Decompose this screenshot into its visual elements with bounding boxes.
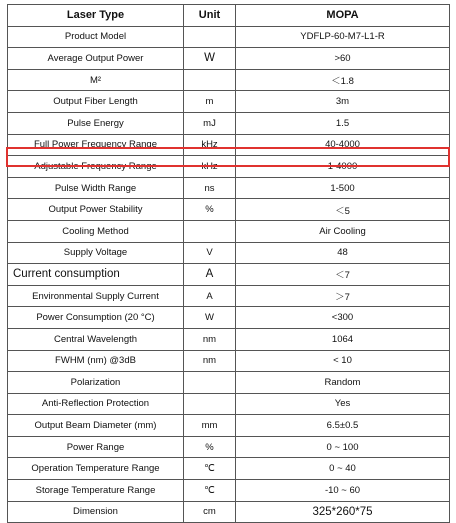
value-cell: 325*260*75 xyxy=(236,501,450,523)
unit-cell xyxy=(184,26,236,48)
table-row xyxy=(8,458,450,480)
value-cell: 0 ~ 100 xyxy=(236,436,450,458)
value-cell: 6.5±0.5 xyxy=(236,415,450,437)
table-row xyxy=(8,220,450,242)
unit-cell: ℃ xyxy=(184,458,236,480)
param-name-cell: Current consumption xyxy=(8,264,184,286)
unit-cell xyxy=(184,372,236,394)
value-cell: >60 xyxy=(236,48,450,70)
param-name-cell: Anti-Reflection Protection xyxy=(8,393,184,415)
param-name-cell: Pulse Energy xyxy=(8,112,184,134)
unit-cell: mJ xyxy=(184,112,236,134)
value-cell: 48 xyxy=(236,242,450,264)
unit-cell: ns xyxy=(184,177,236,199)
param-name-cell: Storage Temperature Range xyxy=(8,480,184,502)
unit-cell xyxy=(184,393,236,415)
param-name-cell: Central Wavelength xyxy=(8,328,184,350)
table-row xyxy=(8,350,450,372)
table-row xyxy=(8,177,450,199)
unit-cell: ℃ xyxy=(184,480,236,502)
table-row xyxy=(8,112,450,134)
unit-cell: nm xyxy=(184,328,236,350)
table-row xyxy=(8,285,450,307)
header-row xyxy=(8,5,450,27)
param-name-cell: Cooling Method xyxy=(8,220,184,242)
header-unit: Unit xyxy=(184,5,236,27)
value-cell: 3m xyxy=(236,91,450,113)
table-row xyxy=(8,48,450,70)
param-name-cell: Environmental Supply Current xyxy=(8,285,184,307)
unit-cell: A xyxy=(184,264,236,286)
header-mopa: MOPA xyxy=(236,5,450,27)
table-row xyxy=(8,393,450,415)
param-name-cell: FWHM (nm) @3dB xyxy=(8,350,184,372)
value-cell: 1-4000 xyxy=(236,156,450,178)
table-row xyxy=(8,480,450,502)
param-name-cell: Operation Temperature Range xyxy=(8,458,184,480)
value-cell: Yes xyxy=(236,393,450,415)
unit-cell xyxy=(184,69,236,91)
unit-cell: W xyxy=(184,307,236,329)
unit-cell: W xyxy=(184,48,236,70)
value-cell: 40-4000 xyxy=(236,134,450,156)
unit-cell: % xyxy=(184,199,236,221)
param-name-cell: Supply Voltage xyxy=(8,242,184,264)
unit-cell: kHz xyxy=(184,156,236,178)
unit-cell xyxy=(184,220,236,242)
header-laser-type: Laser Type xyxy=(8,5,184,27)
param-name-cell: M² xyxy=(8,69,184,91)
unit-cell: m xyxy=(184,91,236,113)
unit-cell: A xyxy=(184,285,236,307)
value-cell: YDFLP-60-M7-L1-R xyxy=(236,26,450,48)
value-cell: -10 ~ 60 xyxy=(236,480,450,502)
table-row xyxy=(8,156,450,178)
table-row xyxy=(8,415,450,437)
table-row xyxy=(8,242,450,264)
spec-table xyxy=(7,4,450,523)
value-cell: 1-500 xyxy=(236,177,450,199)
value-cell: < 10 xyxy=(236,350,450,372)
unit-cell: % xyxy=(184,436,236,458)
value-cell: ＜7 xyxy=(236,264,450,286)
table-row xyxy=(8,91,450,113)
param-name-cell: Polarization xyxy=(8,372,184,394)
table-row xyxy=(8,264,450,286)
spec-body xyxy=(8,26,450,523)
unit-cell: V xyxy=(184,242,236,264)
unit-cell: mm xyxy=(184,415,236,437)
table-row xyxy=(8,134,450,156)
value-cell: 1.5 xyxy=(236,112,450,134)
param-name-cell: Pulse Width Range xyxy=(8,177,184,199)
value-cell: ＜5 xyxy=(236,199,450,221)
value-cell: 0 ~ 40 xyxy=(236,458,450,480)
param-name-cell: Power Consumption (20 °C) xyxy=(8,307,184,329)
table-row xyxy=(8,199,450,221)
table-row xyxy=(8,307,450,329)
value-cell: 1064 xyxy=(236,328,450,350)
value-cell: ＜1.8 xyxy=(236,69,450,91)
value-cell: <300 xyxy=(236,307,450,329)
unit-cell: nm xyxy=(184,350,236,372)
value-cell: Random xyxy=(236,372,450,394)
param-name-cell: Adjustable Frequency Range xyxy=(8,156,184,178)
param-name-cell: Power Range xyxy=(8,436,184,458)
param-name-cell: Full Power Frequency Range xyxy=(8,134,184,156)
table-row xyxy=(8,501,450,523)
param-name-cell: Average Output Power xyxy=(8,48,184,70)
value-cell: ＞7 xyxy=(236,285,450,307)
table-row xyxy=(8,372,450,394)
table-row xyxy=(8,26,450,48)
unit-cell: kHz xyxy=(184,134,236,156)
param-name-cell: Output Power Stability xyxy=(8,199,184,221)
table-row xyxy=(8,328,450,350)
table-row xyxy=(8,69,450,91)
param-name-cell: Dimension xyxy=(8,501,184,523)
table-row xyxy=(8,436,450,458)
unit-cell: cm xyxy=(184,501,236,523)
param-name-cell: Output Beam Diameter (mm) xyxy=(8,415,184,437)
param-name-cell: Output Fiber Length xyxy=(8,91,184,113)
value-cell: Air Cooling xyxy=(236,220,450,242)
param-name-cell: Product Model xyxy=(8,26,184,48)
